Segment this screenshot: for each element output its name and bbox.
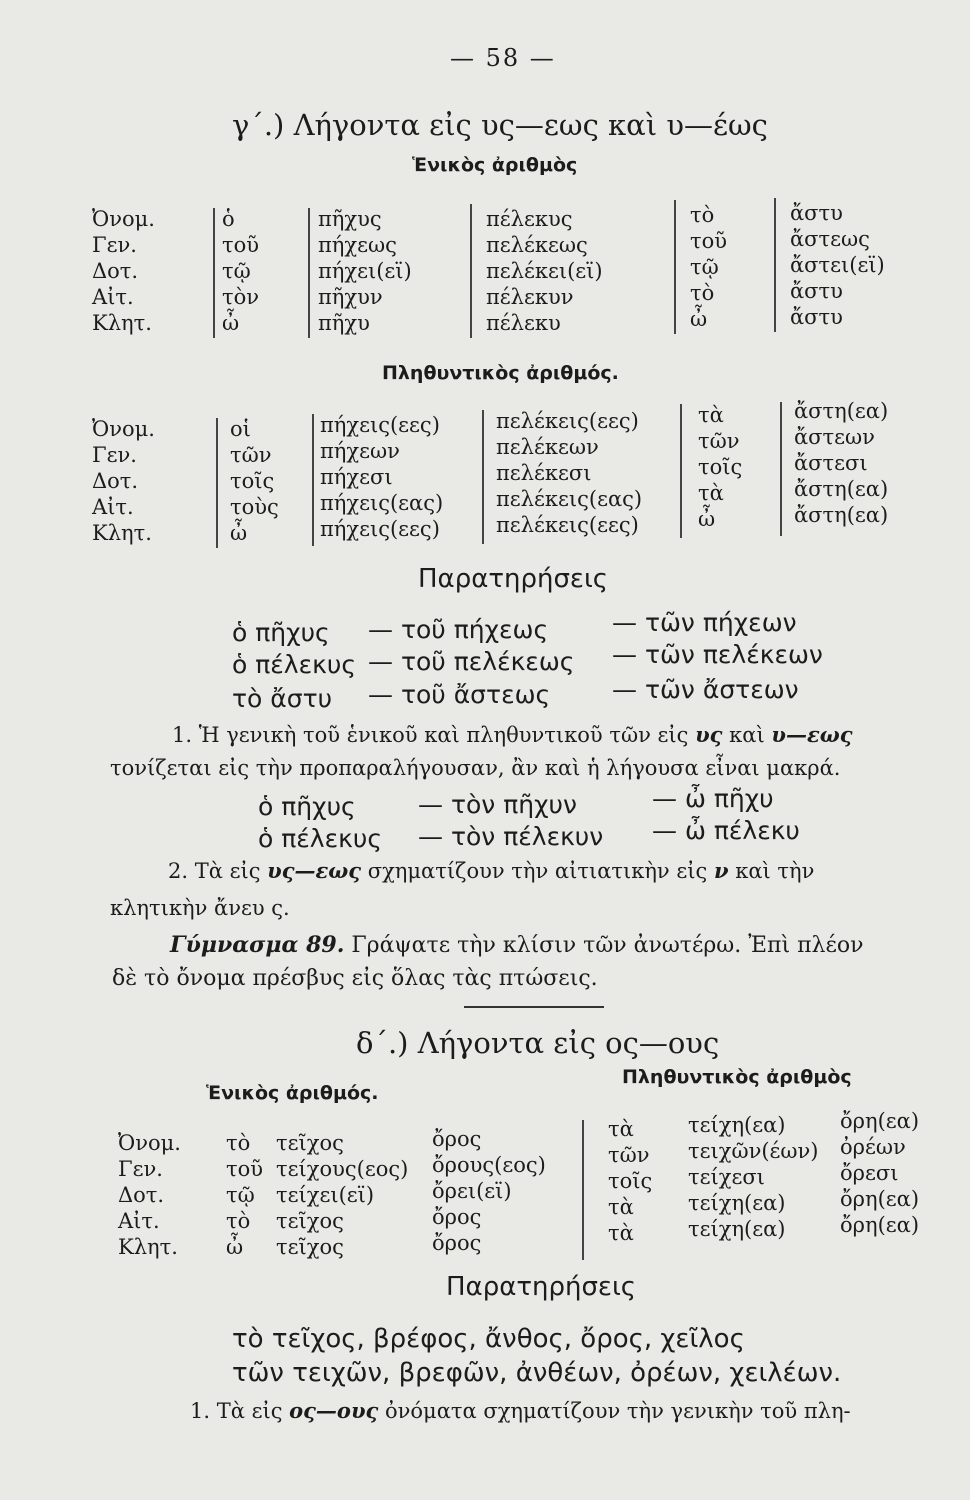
ob-cell: — τὸν πῆχυν	[418, 790, 577, 819]
ob-cell: ὁ πέλεκυς	[232, 650, 356, 679]
note-2-line-2: κλητικὴν ἄνευ ς.	[110, 896, 290, 920]
observations-2-title: Παρατηρήσεις	[446, 1272, 637, 1302]
cell: τὸ	[690, 203, 715, 227]
pl-article-neut	[698, 402, 742, 532]
sg-oros	[432, 1126, 546, 1256]
ob-cell: — τοῦ ἄστεως	[368, 680, 551, 709]
cell: πήχεις(εες)	[320, 517, 440, 541]
case-labels	[118, 1130, 181, 1260]
pl-pechys	[320, 412, 443, 542]
cell: τοῖς	[608, 1169, 653, 1193]
observations-2-line-2: τῶν τειχῶν, βρεφῶν, ἀνθέων, ὀρέων, χειλέων.	[232, 1358, 842, 1388]
cell: οἱ	[230, 417, 251, 441]
ob-cell: — τοῦ πήχεως	[368, 615, 549, 644]
cell: τῷ	[690, 255, 719, 279]
section-d-plural-label: Πληθυντικὸς ἀριθμὸς	[622, 1066, 852, 1088]
case-label: Ὀνομ.	[92, 417, 155, 441]
cell: ὦ	[226, 1235, 244, 1259]
case-label: Κλητ.	[118, 1235, 178, 1259]
sg-pechys	[318, 206, 412, 336]
cell: τείχους(εος)	[276, 1157, 409, 1181]
cell: τοῦ	[222, 233, 260, 257]
cell: ἄστη(εα)	[794, 477, 889, 501]
cell: ὄρους(εος)	[432, 1153, 546, 1177]
cell: τείχη(εα)	[688, 1113, 786, 1137]
case-labels	[92, 416, 155, 546]
cell: ἄστη(εα)	[794, 503, 889, 527]
cell: τεῖχος	[276, 1131, 344, 1155]
ob-cell: — τῶν πήχεων	[612, 608, 797, 637]
cell: τὸν	[222, 285, 260, 309]
cell: ὄρει(εϊ)	[432, 1179, 512, 1203]
cell: τείχεσι	[688, 1165, 765, 1189]
case-label: Αἰτ.	[92, 285, 134, 309]
section-g-plural-label: Πληθυντικὸς ἀριθμός.	[382, 362, 619, 384]
sg-article	[226, 1130, 263, 1260]
ob-cell: ὁ πέλεκυς	[258, 824, 382, 853]
cell: πελέκεις(εας)	[496, 487, 643, 511]
cell: πῆχυν	[318, 285, 383, 309]
cell: πῆχυς	[318, 207, 382, 231]
cell: πήχεων	[320, 439, 400, 463]
cell: τοῦ	[690, 229, 728, 253]
cell: ἄστυ	[790, 305, 843, 329]
case-label: Αἰτ.	[92, 495, 134, 519]
exercise-text: Γράψατε τὴν κλίσιν τῶν ἀνωτέρω. Ἐπὶ πλέον	[351, 933, 864, 958]
cell: ὦ	[222, 311, 240, 335]
cell: τείχει(εϊ)	[276, 1183, 375, 1207]
cell: πελέκεις(εες)	[496, 409, 639, 433]
observations-2-line-1: τὸ τεῖχος, βρέφος, ἄνθος, ὄρος, χεῖλος	[232, 1324, 745, 1354]
column-divider	[216, 418, 218, 548]
cell: ἄστει(εϊ)	[790, 253, 885, 277]
column-divider	[780, 402, 782, 536]
cell: τεῖχος	[276, 1235, 344, 1259]
sg-asty	[790, 200, 885, 330]
ob-cell: — ὦ πῆχυ	[652, 784, 774, 813]
note-text: ὀνόματα σχηματίζουν τὴν γενικὴν τοῦ πλη-	[385, 1399, 851, 1423]
cell: πήχεις(εες)	[320, 413, 440, 437]
cell: ὦ	[690, 307, 708, 331]
cell: τῷ	[226, 1183, 255, 1207]
cell: πῆχυ	[318, 311, 370, 335]
cell: τεῖχος	[276, 1209, 344, 1233]
cell: τὰ	[608, 1117, 634, 1141]
note-text: καὶ τὴν	[735, 859, 815, 883]
sg-article-neut	[690, 202, 727, 332]
sg-pelekys	[486, 206, 603, 336]
cell: ὄρεσι	[840, 1161, 899, 1185]
note-emphasis: υς—εως	[267, 858, 362, 883]
cell: ὄρη(εα)	[840, 1109, 920, 1133]
cell: πέλεκυς	[486, 207, 573, 231]
cell: τὸ	[226, 1131, 251, 1155]
pl-article-masc	[230, 416, 279, 546]
case-labels	[92, 206, 155, 336]
cell: πελέκεως	[486, 233, 588, 257]
cell: ἄστεως	[790, 227, 870, 251]
case-label: Γεν.	[92, 233, 137, 257]
section-g-singular-label: Ἑνικὸς ἀριθμὸς	[412, 154, 578, 176]
cell: πήχεως	[318, 233, 397, 257]
cell: πελέκεσι	[496, 461, 592, 485]
ob-cell: — τῶν πελέκεων	[612, 640, 823, 669]
column-divider	[674, 200, 676, 334]
cell: ὦ	[698, 507, 716, 531]
note-text: 1. Ἡ γενικὴ τοῦ ἑνικοῦ καὶ πληθυντικοῦ τῶν εἰς	[172, 723, 689, 747]
ob-cell: ὁ πῆχυς	[258, 792, 356, 821]
section-divider	[464, 1006, 604, 1008]
cell: πελέκει(εϊ)	[486, 259, 603, 283]
ob-cell: — ὦ πέλεκυ	[652, 816, 800, 845]
cell: τῶν	[698, 429, 740, 453]
cell: τὰ	[608, 1195, 634, 1219]
pl-pelekys	[496, 408, 642, 538]
column-divider	[482, 410, 484, 544]
cell: τοῖς	[698, 455, 743, 479]
observations-2-note	[190, 1398, 851, 1423]
cell: ἄστυ	[790, 201, 843, 225]
cell: ὦ	[230, 521, 248, 545]
cell: ἄστεσι	[794, 451, 868, 475]
cell: ὄρος	[432, 1127, 482, 1151]
pl-article	[608, 1116, 652, 1246]
case-label: Αἰτ.	[118, 1209, 160, 1233]
exercise-line-1	[170, 932, 864, 958]
section-d-singular-label: Ἑνικὸς ἀριθμός.	[206, 1082, 379, 1104]
note-text: 1. Τὰ εἰς	[190, 1399, 283, 1423]
exercise-line-2: δὲ τὸ ὄνομα πρέσβυς εἰς ὅλας τὰς πτώσεις.	[112, 966, 598, 991]
cell: πήχει(εϊ)	[318, 259, 412, 283]
note-text: καὶ	[729, 723, 765, 747]
page-number: — 58 —	[450, 44, 556, 72]
cell: ὀρέων	[840, 1135, 906, 1159]
note-1-line-1	[172, 722, 853, 747]
cell: πήχεσι	[320, 465, 393, 489]
column-divider	[312, 414, 314, 546]
cell: τῶν	[230, 443, 272, 467]
note-emphasis: υ—εως	[771, 722, 853, 747]
cell: τειχῶν(έων)	[688, 1139, 819, 1163]
cell: ἄστεων	[794, 425, 875, 449]
column-divider	[582, 1120, 584, 1260]
cell: τοὺς	[230, 495, 279, 519]
column-divider	[774, 198, 776, 332]
cell: πέλεκυ	[486, 311, 561, 335]
pl-oros	[840, 1108, 919, 1238]
cell: πελέκεων	[496, 435, 599, 459]
cell: τὸ	[226, 1209, 251, 1233]
case-label: Κλητ.	[92, 521, 152, 545]
ob-cell: τὸ ἄστυ	[232, 684, 333, 713]
column-divider	[308, 208, 310, 338]
case-label: Κλητ.	[92, 311, 152, 335]
case-label: Ὀνομ.	[92, 207, 155, 231]
cell: πελέκεις(εες)	[496, 513, 639, 537]
note-text: 2. Τὰ εἰς	[168, 859, 261, 883]
cell: ὄρος	[432, 1231, 482, 1255]
ob-cell: — τοῦ πελέκεως	[368, 647, 575, 676]
cell: ὁ	[222, 207, 235, 231]
column-divider	[213, 208, 215, 338]
section-g-title: γ΄.) Λήγοντα εἰς υς—εως καὶ υ—έως	[232, 108, 768, 142]
cell: τὰ	[608, 1221, 634, 1245]
cell: τῶν	[608, 1143, 650, 1167]
ob-cell: ὁ πῆχυς	[232, 618, 330, 647]
note-text: σχηματίζουν τὴν αἰτιατικὴν εἰς	[367, 859, 708, 883]
cell: πήχεις(εας)	[320, 491, 444, 515]
note-1-line-2: τονίζεται εἰς τὴν προπαραλήγουσαν, ἂν καὶ ἡ λήγουσα εἶναι μακρά.	[110, 756, 841, 780]
sg-article-masc	[222, 206, 259, 336]
cell: τοῦ	[226, 1157, 264, 1181]
cell: ὄρος	[432, 1205, 482, 1229]
note-emphasis: ος—ους	[289, 1398, 379, 1423]
observations-title: Παρατηρήσεις	[418, 564, 609, 594]
cell: τὰ	[698, 403, 724, 427]
case-label: Γεν.	[92, 443, 137, 467]
column-divider	[470, 204, 472, 338]
cell: ὄρη(εα)	[840, 1187, 920, 1211]
ob-cell: — τὸν πέλεκυν	[418, 822, 604, 851]
case-label: Γεν.	[118, 1157, 163, 1181]
pl-teichos	[688, 1112, 819, 1242]
cell: τοῖς	[230, 469, 275, 493]
cell: τὸ	[690, 281, 715, 305]
cell: τὰ	[698, 481, 724, 505]
cell: τείχη(εα)	[688, 1191, 786, 1215]
cell: ἄστυ	[790, 279, 843, 303]
pl-asty	[794, 398, 888, 528]
sg-teichos	[276, 1130, 408, 1260]
case-label: Δοτ.	[92, 469, 139, 493]
case-label: Δοτ.	[92, 259, 139, 283]
note-2-line-1	[168, 858, 814, 883]
column-divider	[680, 404, 682, 538]
case-label: Ὀνομ.	[118, 1131, 181, 1155]
exercise-label: Γύμνασμα 89.	[170, 932, 345, 958]
cell: τῷ	[222, 259, 251, 283]
note-emphasis: ν	[713, 858, 729, 883]
cell: τείχη(εα)	[688, 1217, 786, 1241]
cell: ἄστη(εα)	[794, 399, 889, 423]
section-d-title: δ΄.) Λήγοντα εἰς ος—ους	[356, 1026, 720, 1060]
cell: πέλεκυν	[486, 285, 574, 309]
case-label: Δοτ.	[118, 1183, 165, 1207]
note-emphasis: υς	[695, 722, 723, 747]
ob-cell: — τῶν ἄστεων	[612, 675, 799, 704]
cell: ὄρη(εα)	[840, 1213, 920, 1237]
